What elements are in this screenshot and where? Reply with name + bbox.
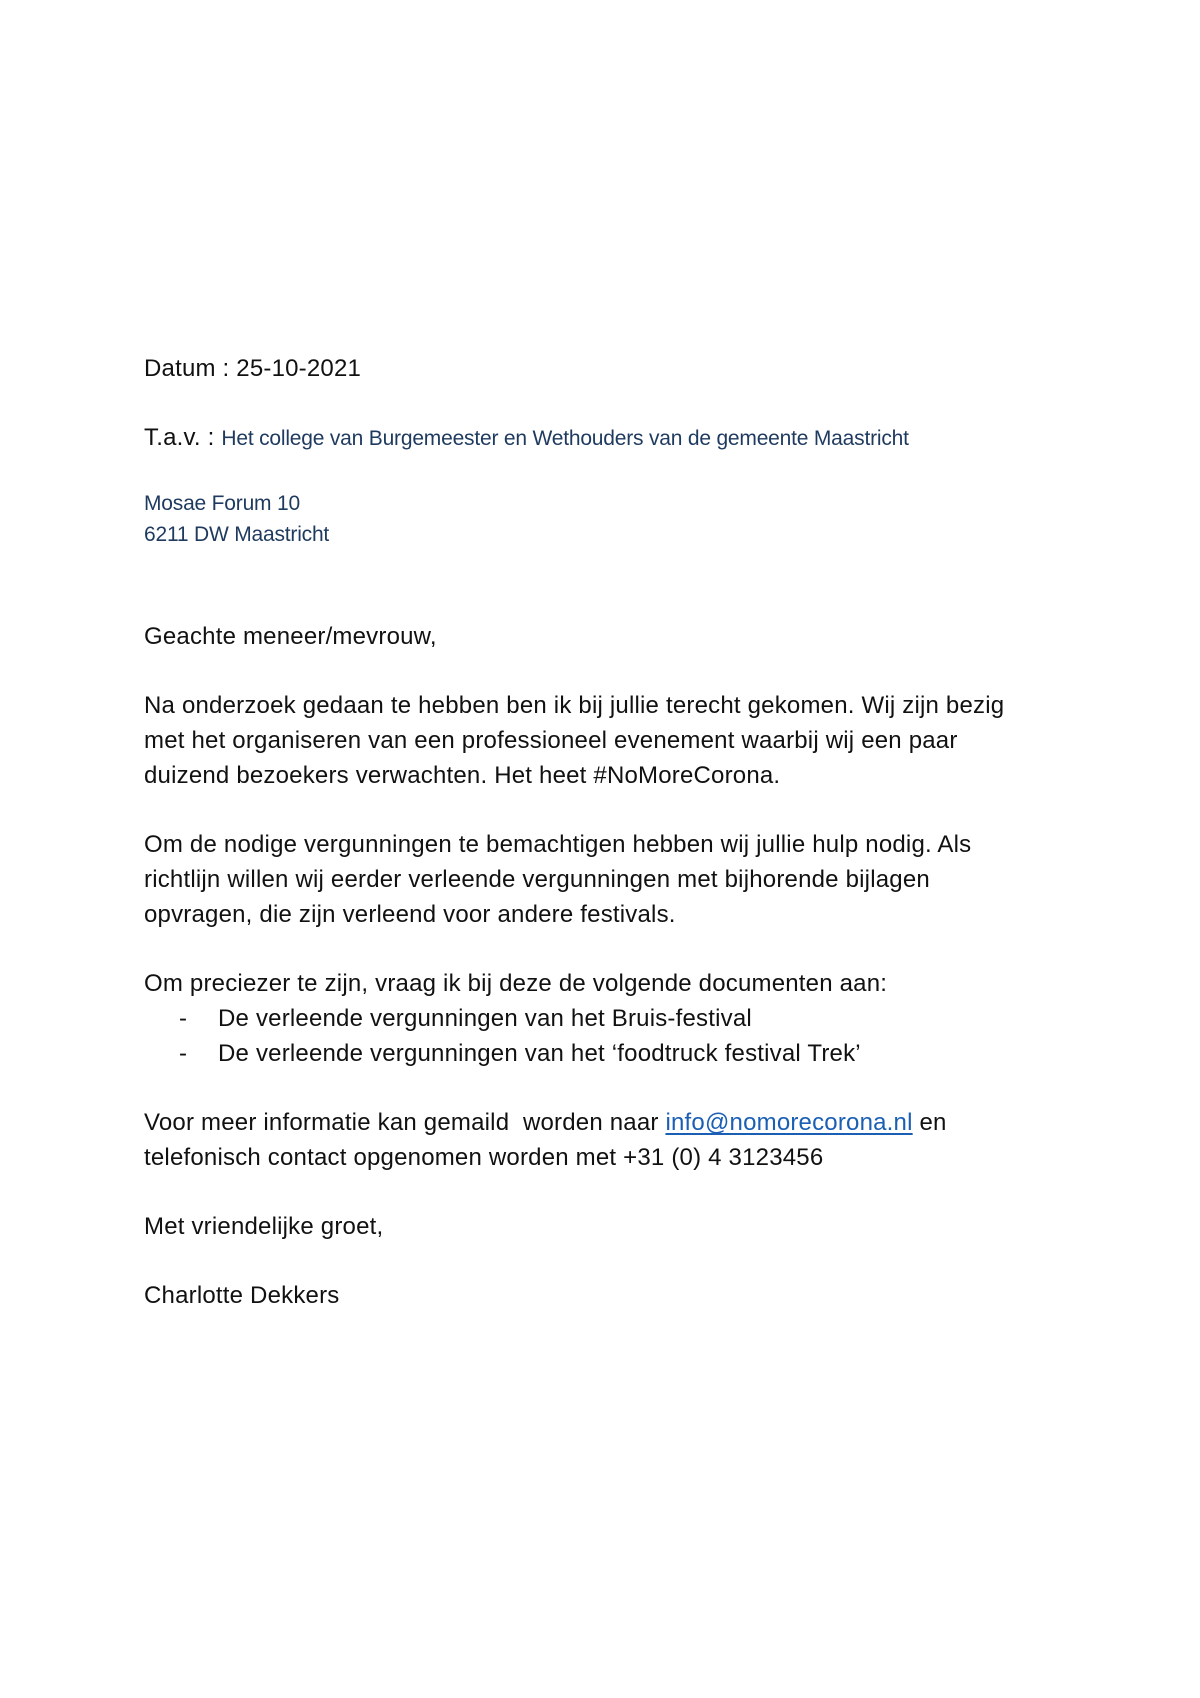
address-line-1: Mosae Forum 10 bbox=[144, 492, 300, 515]
para1-line-1: Na onderzoek gedaan te hebben ben ik bij jullie terecht gekomen. Wij zijn bezig bbox=[144, 692, 1005, 719]
tav-line bbox=[144, 421, 909, 456]
contact-line-1 bbox=[144, 1106, 947, 1140]
signature: Charlotte Dekkers bbox=[144, 1282, 340, 1309]
para2-line-2: richtlijn willen wij eerder verleende vergunningen met bijhorende bijlagen bbox=[144, 866, 930, 893]
contact-suffix: en bbox=[912, 1109, 947, 1136]
para3-intro: Om preciezer te zijn, vraag ik bij deze de volgende documenten aan: bbox=[144, 970, 888, 997]
tav-label: T.a.v. : bbox=[144, 424, 222, 451]
list-item-2: De verleende vergunningen van het ‘foodtruck festival Trek’ bbox=[218, 1040, 861, 1067]
para1-line-3: duizend bezoekers verwachten. Het heet #NoMoreCorona. bbox=[144, 762, 781, 789]
list-bullet-1: - bbox=[179, 1005, 187, 1032]
date-line: Datum : 25-10-2021 bbox=[144, 355, 362, 382]
list-item-1: De verleende vergunningen van het Bruis-festival bbox=[218, 1005, 752, 1032]
para2-line-3: opvragen, die zijn verleend voor andere festivals. bbox=[144, 901, 676, 928]
email-link[interactable]: info@nomorecorona.nl bbox=[665, 1109, 913, 1136]
address-line-2: 6211 DW Maastricht bbox=[144, 523, 330, 546]
contact-prefix: Voor meer informatie kan gemaild worden naar bbox=[144, 1109, 666, 1136]
tav-recipient: Het college van Burgemeester en Wethouders van de gemeente Maastricht bbox=[221, 427, 909, 450]
closing: Met vriendelijke groet, bbox=[144, 1213, 384, 1240]
para2-line-1: Om de nodige vergunningen te bemachtigen hebben wij jullie hulp nodig. Als bbox=[144, 831, 972, 858]
contact-line-2: telefonisch contact opgenomen worden met +31 (0) 4 3123456 bbox=[144, 1144, 824, 1171]
list-bullet-2: - bbox=[179, 1040, 187, 1067]
para1-line-2: met het organiseren van een professioneel evenement waarbij wij een paar bbox=[144, 727, 958, 754]
salutation: Geachte meneer/mevrouw, bbox=[144, 623, 437, 650]
